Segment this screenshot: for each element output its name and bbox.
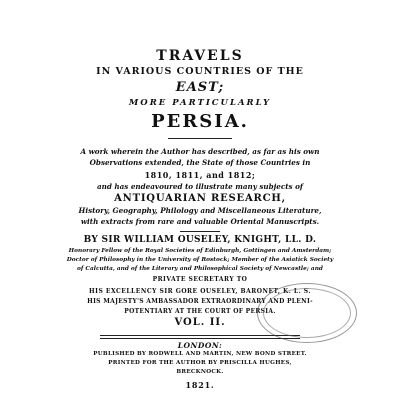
library-stamp bbox=[257, 283, 357, 343]
double-rule bbox=[100, 335, 300, 339]
description-line-1: A work wherein the Author has described, as far as his own bbox=[80, 147, 320, 156]
author-name: BY SIR WILLIAM OUSELEY, KNIGHT, LL. D. bbox=[83, 235, 317, 245]
author-credential-1: Honorary Fellow of the Royal Societies of Edinburgh, Gottingen and Amsterdam; bbox=[68, 248, 332, 254]
title-travels: TRAVELS bbox=[156, 48, 244, 64]
imprint-year: 1821. bbox=[185, 380, 215, 390]
description-line-4: and has endeavoured to illustrate many subjects of bbox=[97, 182, 303, 191]
divider bbox=[180, 231, 220, 232]
imprint-publisher: PUBLISHED BY RODWELL AND MARTIN, NEW BOND STREET. bbox=[93, 351, 307, 357]
imprint-place: BRECKNOCK. bbox=[176, 369, 224, 375]
description-line-2: Observations extended, the State of those Countries in bbox=[89, 158, 311, 167]
description-line-6: History, Geography, Philology and Miscellaneous Literature, bbox=[78, 206, 322, 215]
author-credential-6: HIS MAJESTY'S AMBASSADOR EXTRAORDINARY AND PLENI- bbox=[87, 298, 313, 305]
title-east: EAST; bbox=[175, 80, 225, 95]
title-more-particularly: MORE PARTICULARLY bbox=[128, 98, 272, 108]
title-persia: PERSIA. bbox=[151, 111, 249, 132]
library-stamp-inner-ring bbox=[263, 288, 351, 338]
author-credential-5: HIS EXCELLENCY SIR GORE OUSELEY, BARONET, K. L. S. bbox=[88, 288, 312, 295]
volume-number: VOL. II. bbox=[174, 317, 226, 328]
author-credential-3: of Calcutta, and of the Literary and Philosophical Society of Newcastle; and bbox=[77, 266, 323, 272]
description-antiquarian-research: ANTIQUARIAN RESEARCH, bbox=[114, 193, 286, 204]
imprint-city: LONDON: bbox=[177, 341, 223, 350]
author-credential-2: Doctor of Philosophy in the University of Rostock; Member of the Asiatick Society bbox=[66, 257, 334, 263]
imprint-printer: PRINTED FOR THE AUTHOR BY PRISCILLA HUGHES, bbox=[108, 360, 292, 366]
author-credential-4: PRIVATE SECRETARY TO bbox=[152, 276, 248, 283]
title-various-countries: IN VARIOUS COUNTRIES OF THE bbox=[96, 66, 304, 77]
author-credential-7: POTENTIARY AT THE COURT OF PERSIA. bbox=[124, 308, 276, 315]
description-years: 1810, 1811, and 1812; bbox=[144, 170, 256, 180]
description-line-7: with extracts from rare and valuable Oriental Manuscripts. bbox=[80, 217, 320, 226]
divider bbox=[168, 138, 232, 139]
